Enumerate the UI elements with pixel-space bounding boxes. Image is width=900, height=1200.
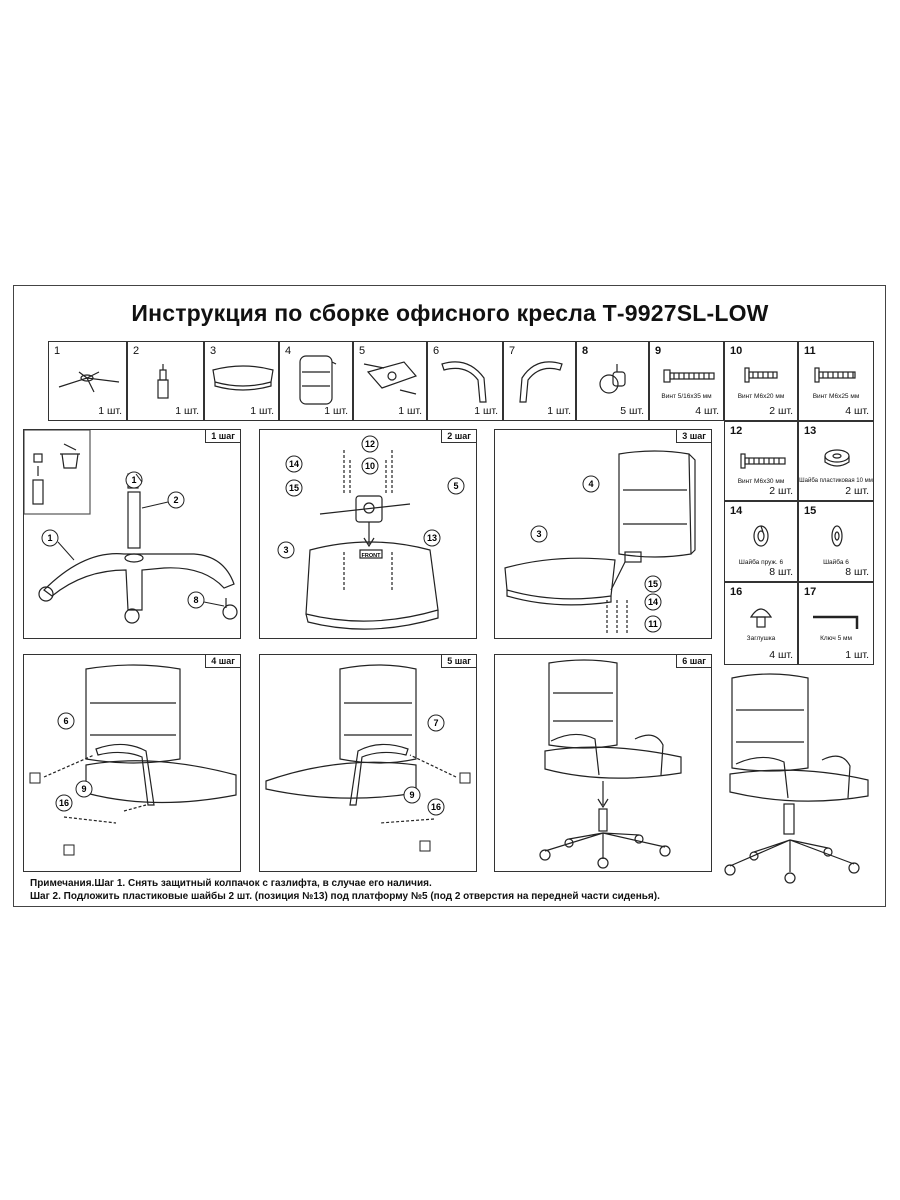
step-6-illustration — [495, 655, 713, 873]
step-4-illustration — [24, 655, 242, 873]
note-step-2: Шаг 2. Подложить пластиковые шайбы 2 шт. (позиция №13) под платформу №5 (под 2 отверстия на передней части сиденья). — [30, 890, 660, 902]
step-1-panel — [23, 429, 241, 639]
callout-3: 3 — [283, 545, 289, 555]
part-qty: 1 шт. — [474, 405, 498, 417]
part-cell-4 — [279, 341, 353, 421]
step-6-panel — [494, 654, 712, 872]
callout-11: 11 — [648, 619, 658, 629]
callout-12: 12 — [364, 439, 376, 449]
step-5-illustration — [260, 655, 478, 873]
step-tag: 2 шаг — [441, 430, 476, 443]
callout-9: 9 — [81, 784, 87, 794]
part-label: Винт М6х20 мм — [737, 393, 785, 400]
part-cell-14 — [724, 501, 798, 582]
part-qty: 1 шт. — [175, 405, 199, 417]
part-number: 3 — [210, 345, 217, 357]
part-number: 4 — [285, 345, 292, 357]
step-tag: 1 шаг — [205, 430, 240, 443]
part-label: Шайба пластиковая 10 мм — [799, 478, 873, 484]
note-step-1: Примечания.Шаг 1. Снять защитный колпачок с газлифта, в случае его наличия. — [30, 878, 432, 889]
callout-3: 3 — [536, 529, 542, 539]
part-label: Ключ 5 мм — [820, 635, 852, 642]
part-label: Заглушка — [746, 635, 776, 642]
part-label: Винт 5/16х35 мм — [661, 393, 712, 400]
part-qty: 2 шт. — [769, 485, 793, 497]
part-number: 8 — [582, 345, 589, 357]
callout-15: 15 — [288, 483, 300, 493]
page-title: Инструкция по сборке офисного кресла Т-9927SL-LOW — [131, 300, 769, 326]
callout-16: 16 — [430, 802, 442, 812]
part-label: Шайба 6 — [823, 559, 849, 566]
part-number: 11 — [804, 345, 816, 357]
callout-1b: 1 — [47, 533, 53, 543]
step-tag: 6 шаг — [676, 655, 711, 668]
part-cell-2 — [127, 341, 204, 421]
part-qty: 2 шт. — [769, 405, 793, 417]
part-label: Винт М6х30 мм — [737, 478, 785, 485]
callout-14: 14 — [647, 597, 659, 607]
callout-13: 13 — [426, 533, 438, 543]
part-cell-11 — [798, 341, 874, 421]
part-cell-9 — [649, 341, 724, 421]
step-tag: 4 шаг — [205, 655, 240, 668]
callout-16: 16 — [58, 798, 70, 808]
part-number: 12 — [730, 425, 743, 437]
callout-8: 8 — [193, 595, 199, 605]
part-number: 9 — [655, 345, 662, 357]
part-number: 5 — [359, 345, 366, 357]
step-4-panel — [23, 654, 241, 872]
part-cell-6 — [427, 341, 503, 421]
part-cell-1 — [48, 341, 127, 421]
part-label: Шайба пруж. 6 — [738, 559, 784, 566]
part-cell-5 — [353, 341, 427, 421]
front-label: FRONT — [361, 553, 381, 559]
part-qty: 2 шт. — [845, 485, 869, 497]
part-qty: 4 шт. — [769, 649, 793, 661]
part-number: 17 — [804, 586, 817, 598]
part-number: 1 — [54, 345, 61, 357]
part-cell-3 — [204, 341, 279, 421]
callout-1: 1 — [131, 475, 137, 485]
part-number: 15 — [804, 505, 817, 517]
part-cell-7 — [503, 341, 576, 421]
part-cell-8 — [576, 341, 649, 421]
part-number: 6 — [433, 345, 440, 357]
step-3-panel — [494, 429, 712, 639]
callout-7: 7 — [433, 718, 439, 728]
part-number: 10 — [730, 345, 743, 357]
step-tag: 3 шаг — [676, 430, 711, 443]
part-cell-17 — [798, 582, 874, 665]
part-qty: 5 шт. — [620, 405, 644, 417]
part-cell-16 — [724, 582, 798, 665]
assembled-chair-illustration — [718, 670, 878, 890]
step-2-illustration — [260, 430, 478, 640]
part-cell-12 — [724, 421, 798, 501]
part-qty: 1 шт. — [845, 649, 869, 661]
part-qty: 1 шт. — [324, 405, 348, 417]
part-cell-13 — [798, 421, 874, 501]
part-cell-10 — [724, 341, 798, 421]
part-qty: 4 шт. — [845, 405, 869, 417]
part-number: 16 — [730, 586, 743, 598]
step-3-illustration — [495, 430, 713, 640]
part-qty: 1 шт. — [547, 405, 571, 417]
callout-15: 15 — [647, 579, 659, 589]
callout-5: 5 — [453, 481, 459, 491]
part-qty: 4 шт. — [695, 405, 719, 417]
callout-4: 4 — [588, 479, 594, 489]
step-5-panel — [259, 654, 477, 872]
part-label: Винт М6х25 мм — [812, 393, 860, 400]
callout-6: 6 — [63, 716, 69, 726]
part-qty: 1 шт. — [98, 405, 122, 417]
part-qty: 8 шт. — [769, 566, 793, 578]
part-qty: 1 шт. — [250, 405, 274, 417]
part-number: 2 — [133, 345, 140, 357]
step-2-panel — [259, 429, 477, 639]
notes — [30, 878, 660, 903]
step-1-illustration — [24, 430, 242, 640]
part-number: 13 — [804, 425, 817, 437]
part-number: 14 — [730, 505, 743, 517]
callout-2: 2 — [173, 495, 179, 505]
callout-14: 14 — [288, 459, 300, 469]
part-qty: 8 шт. — [845, 566, 869, 578]
part-cell-15 — [798, 501, 874, 582]
part-qty: 1 шт. — [398, 405, 422, 417]
part-number: 7 — [509, 345, 516, 357]
step-tag: 5 шаг — [441, 655, 476, 668]
callout-10: 10 — [364, 461, 376, 471]
callout-9: 9 — [409, 790, 415, 800]
